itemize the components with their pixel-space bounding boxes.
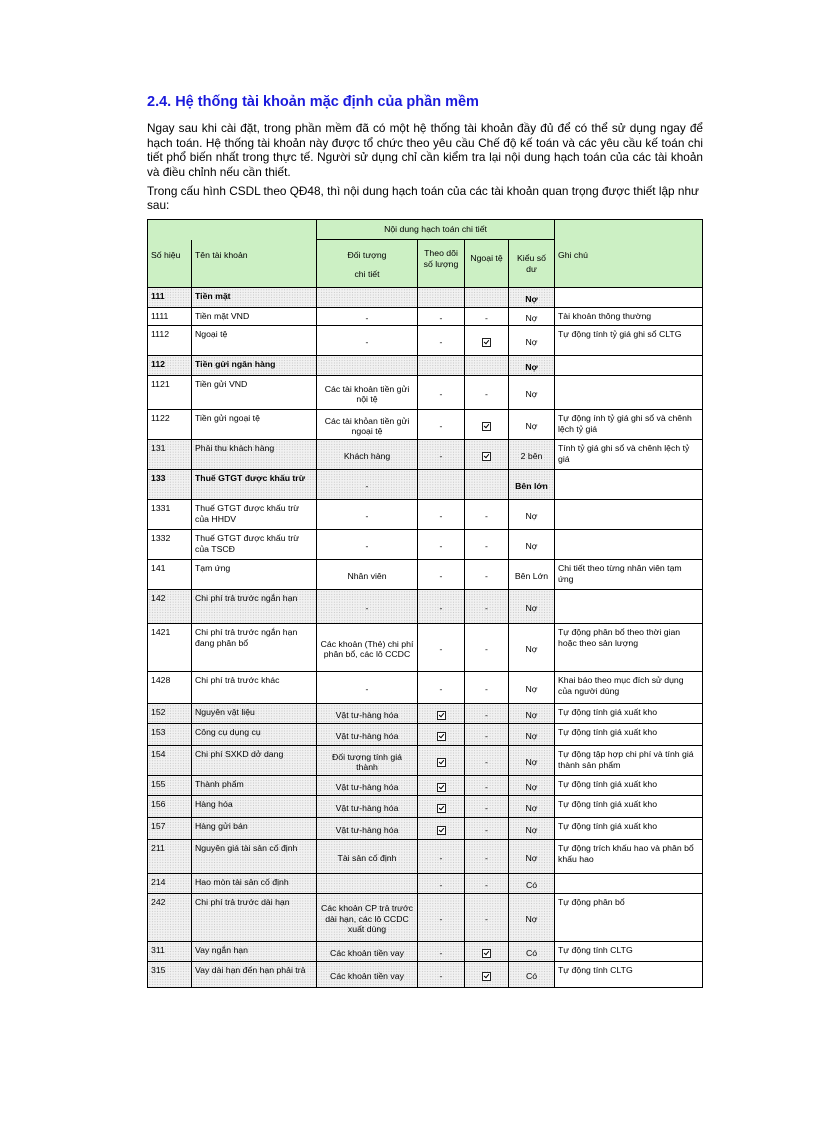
cell-note: Tính tỷ giá ghi sổ và chênh lệch tỷ giá [555,440,703,470]
cell-quantity [418,724,465,746]
cell-currency: - [465,840,509,874]
cell-code: 214 [148,874,192,894]
cell-note: Tự động phân bổ [555,894,703,942]
cell-code: 1332 [148,530,192,560]
cell-balance: Có [509,962,555,988]
cell-note: Tự động ính tỷ giá ghi sổ và chênh lệch tỷ giá [555,410,703,440]
checkbox-icon [437,732,446,741]
cell-balance: Nợ [509,624,555,672]
table-row [148,500,703,530]
cell-balance: Nợ [509,672,555,704]
table-row [148,894,703,942]
checkbox-icon [437,758,446,767]
cell-balance: Nợ [509,840,555,874]
cell-currency: - [465,874,509,894]
cell-quantity: - [418,590,465,624]
cell-balance: Nợ [509,746,555,776]
cell-currency: - [465,894,509,942]
cell-currency [465,326,509,356]
cell-name: Tiền mặt VND [192,308,317,326]
header-object-line2: chi tiết [354,268,380,279]
cell-currency: - [465,746,509,776]
cell-note: Tự động trích khấu hao và phân bổ khấu hao [555,840,703,874]
document-page [147,92,703,213]
cell-currency: - [465,530,509,560]
cell-object: Các khoản tiền vay [317,942,418,962]
cell-quantity: - [418,672,465,704]
cell-code: 1428 [148,672,192,704]
table-body [148,288,703,988]
cell-quantity [418,796,465,818]
cell-code: 155 [148,776,192,796]
cell-note [555,288,703,308]
cell-name: Vay ngắn hạn [192,942,317,962]
cell-note: Tự động tính giá xuất kho [555,724,703,746]
cell-quantity: - [418,840,465,874]
cell-code: 1111 [148,308,192,326]
cell-name: Vay dài hạn đến hạn phải trả [192,962,317,988]
account-table [147,219,703,988]
cell-code: 315 [148,962,192,988]
header-balance: Kiểu số dư [509,240,555,288]
cell-currency: - [465,560,509,590]
cell-quantity: - [418,410,465,440]
header-object-line1: Đối tượng [347,250,387,260]
cell-name: Chi phí trả trước ngắn hạn đang phân bổ [192,624,317,672]
cell-balance: Nợ [509,326,555,356]
cell-code: 142 [148,590,192,624]
table-row [148,724,703,746]
table-row [148,440,703,470]
cell-name: Hao mòn tài sản cố định [192,874,317,894]
cell-object: Các tài khoản tiền gửi nội tệ [317,376,418,410]
table-row [148,840,703,874]
cell-object: Tài sản cố định [317,840,418,874]
header-blank [148,220,192,240]
cell-note: Tự động tính giá xuất kho [555,818,703,840]
cell-object: Các khoản (Thẻ) chi phí phân bổ, các lô CCDC [317,624,418,672]
cell-object: - [317,500,418,530]
header-code: Số hiệu [148,240,192,288]
table-row [148,308,703,326]
cell-note: Khai báo theo mục đích sử dụng của người dùng [555,672,703,704]
cell-object: - [317,672,418,704]
cell-object: - [317,590,418,624]
cell-object: Các khoản CP trả trước dài hạn, các lô CCDC xuất dùng [317,894,418,942]
cell-note: Chi tiết theo từng nhân viên tạm ứng [555,560,703,590]
cell-currency: - [465,776,509,796]
cell-code: 154 [148,746,192,776]
cell-quantity: - [418,308,465,326]
config-paragraph: Trong cấu hình CSDL theo QĐ48, thì nội dung hạch toán của các tài khoản quan trọng được thiết lập như sau: [147,184,699,212]
cell-code: 1331 [148,500,192,530]
cell-balance: Nợ [509,590,555,624]
cell-code: 242 [148,894,192,942]
cell-quantity [418,470,465,500]
cell-currency [465,356,509,376]
table-row [148,410,703,440]
table-row [148,818,703,840]
cell-quantity [418,776,465,796]
cell-name: Hàng gửi bán [192,818,317,840]
cell-name: Chi phí SXKD dở dang [192,746,317,776]
cell-balance: Nợ [509,356,555,376]
header-blank [192,220,317,240]
cell-quantity [418,356,465,376]
checkbox-icon [437,804,446,813]
table-row [148,962,703,988]
checkbox-icon [482,452,491,461]
cell-currency [465,440,509,470]
cell-quantity: - [418,530,465,560]
table-row [148,704,703,724]
cell-object: Vật tư-hàng hóa [317,818,418,840]
cell-code: 133 [148,470,192,500]
table-row [148,470,703,500]
table-row [148,796,703,818]
cell-note [555,470,703,500]
cell-code: 153 [148,724,192,746]
cell-quantity: - [418,874,465,894]
section-heading: 2.4. Hệ thống tài khoản mặc định của phần mềm [147,94,479,110]
cell-code: 1122 [148,410,192,440]
cell-balance: Nợ [509,894,555,942]
cell-quantity [418,288,465,308]
cell-object [317,288,418,308]
cell-currency: - [465,672,509,704]
cell-currency: - [465,376,509,410]
cell-code: 141 [148,560,192,590]
cell-balance: Bên lớn [509,470,555,500]
cell-quantity: - [418,326,465,356]
cell-quantity [418,746,465,776]
cell-balance: Nợ [509,724,555,746]
cell-note: Tự động tính CLTG [555,962,703,988]
cell-note [555,874,703,894]
cell-quantity: - [418,962,465,988]
cell-name: Tiền gửi ngân hàng [192,356,317,376]
cell-currency: - [465,590,509,624]
cell-name: Ngoại tệ [192,326,317,356]
cell-name: Thành phẩm [192,776,317,796]
table-row [148,942,703,962]
cell-balance: Nợ [509,818,555,840]
cell-note: Tự động phân bổ theo thời gian hoặc theo sản lượng [555,624,703,672]
cell-note: Tự động tính giá xuất kho [555,704,703,724]
cell-name: Chi phí trả trước khác [192,672,317,704]
header-quantity: Theo dõi số lượng [418,240,465,288]
cell-quantity [418,818,465,840]
cell-note [555,376,703,410]
table-row [148,746,703,776]
cell-code: 1121 [148,376,192,410]
cell-object: Nhân viên [317,560,418,590]
table-row [148,874,703,894]
checkbox-icon [437,783,446,792]
cell-object: Các tài khỏan tiền gửi ngoại tệ [317,410,418,440]
header-name: Tên tài khoản [192,240,317,288]
cell-note: Tự động tính giá xuất kho [555,776,703,796]
checkbox-icon [437,826,446,835]
cell-balance: Bên Lớn [509,560,555,590]
table-row [148,590,703,624]
cell-quantity: - [418,376,465,410]
cell-object: - [317,308,418,326]
cell-note [555,530,703,560]
cell-note [555,356,703,376]
cell-balance: Nợ [509,704,555,724]
cell-name: Tiền mặt [192,288,317,308]
cell-note [555,590,703,624]
table-row [148,672,703,704]
cell-currency: - [465,500,509,530]
header-note: Ghi chú [555,240,703,288]
cell-name: Phải thu khách hàng [192,440,317,470]
cell-note: Tự động tập hợp chi phí và tính giá thành sản phẩm [555,746,703,776]
cell-code: 152 [148,704,192,724]
table-row [148,560,703,590]
cell-note: Tự động tính CLTG [555,942,703,962]
cell-note: Tự động tính tỷ giá ghi sổ CLTG [555,326,703,356]
cell-code: 156 [148,796,192,818]
cell-object: Vật tư-hàng hóa [317,796,418,818]
cell-code: 157 [148,818,192,840]
cell-object: - [317,530,418,560]
cell-quantity: - [418,624,465,672]
cell-balance: Nợ [509,776,555,796]
table-row [148,624,703,672]
cell-quantity [418,704,465,724]
table-row [148,530,703,560]
cell-object: Vật tư-hàng hóa [317,724,418,746]
cell-quantity: - [418,942,465,962]
cell-name: Chi phí trả trước ngắn hạn [192,590,317,624]
cell-balance: Có [509,874,555,894]
cell-code: 211 [148,840,192,874]
cell-object [317,874,418,894]
cell-name: Chi phí trả trước dài hạn [192,894,317,942]
header-group: Nội dung hạch toán chi tiết [317,220,555,240]
table-row [148,776,703,796]
cell-quantity: - [418,894,465,942]
checkbox-icon [482,949,491,958]
cell-name: Thuế GTGT được khấu trừ của HHDV [192,500,317,530]
cell-code: 311 [148,942,192,962]
table-row [148,356,703,376]
cell-object: Đối tượng tính giá thành [317,746,418,776]
header-object [317,240,418,288]
cell-name: Tiền gửi ngoại tệ [192,410,317,440]
cell-name: Công cụ dụng cụ [192,724,317,746]
cell-name: Tạm ứng [192,560,317,590]
cell-name: Nguyên giá tài sản cố định [192,840,317,874]
cell-currency: - [465,624,509,672]
cell-note [555,500,703,530]
cell-currency: - [465,308,509,326]
cell-currency [465,288,509,308]
cell-name: Hàng hóa [192,796,317,818]
cell-currency: - [465,818,509,840]
cell-balance: Nợ [509,500,555,530]
cell-name: Thuế GTGT được khấu trừ [192,470,317,500]
cell-object: Khách hàng [317,440,418,470]
checkbox-icon [482,972,491,981]
cell-object: Vật tư-hàng hóa [317,704,418,724]
cell-object: Vật tư-hàng hóa [317,776,418,796]
cell-object: - [317,326,418,356]
table-row [148,288,703,308]
cell-balance: Có [509,942,555,962]
cell-currency: - [465,704,509,724]
cell-object: Các khoản tiền vay [317,962,418,988]
cell-balance: Nợ [509,796,555,818]
cell-code: 112 [148,356,192,376]
cell-balance: Nợ [509,376,555,410]
cell-code: 1421 [148,624,192,672]
checkbox-icon [482,338,491,347]
cell-quantity: - [418,560,465,590]
cell-code: 111 [148,288,192,308]
cell-balance: 2 bên [509,440,555,470]
cell-currency [465,942,509,962]
cell-balance: Nợ [509,410,555,440]
cell-currency [465,470,509,500]
cell-currency: - [465,796,509,818]
cell-object [317,356,418,376]
checkbox-icon [482,422,491,431]
cell-balance: Nợ [509,530,555,560]
cell-code: 1112 [148,326,192,356]
table-row [148,326,703,356]
header-blank [555,220,703,240]
table-row [148,376,703,410]
cell-quantity: - [418,440,465,470]
cell-name: Thuế GTGT được khấu trừ của TSCĐ [192,530,317,560]
cell-name: Tiền gửi VND [192,376,317,410]
cell-name: Nguyên vật liệu [192,704,317,724]
cell-balance: Nợ [509,308,555,326]
cell-note: Tự động tính giá xuất kho [555,796,703,818]
header-currency: Ngoại tệ [465,240,509,288]
checkbox-icon [437,711,446,720]
cell-note: Tài khoản thông thường [555,308,703,326]
cell-currency [465,962,509,988]
cell-balance: Nợ [509,288,555,308]
cell-currency: - [465,724,509,746]
cell-currency [465,410,509,440]
cell-quantity: - [418,500,465,530]
cell-object: - [317,470,418,500]
cell-code: 131 [148,440,192,470]
intro-paragraph: Ngay sau khi cài đặt, trong phần mềm đã có một hệ thống tài khoản đầy đủ để có thể sử dụng ngay để hạch toán. Hệ thống tài khoản này được tổ chức theo yêu cầu Chế độ kế toán và các yêu cầu kế toán chi tiết phổ biến nhất trong thực tế. Người sử dụng chỉ cần kiểm tra lại nội dung hạch toán của các tài khoản và điều chỉnh nếu cần thiết. [147,121,703,179]
